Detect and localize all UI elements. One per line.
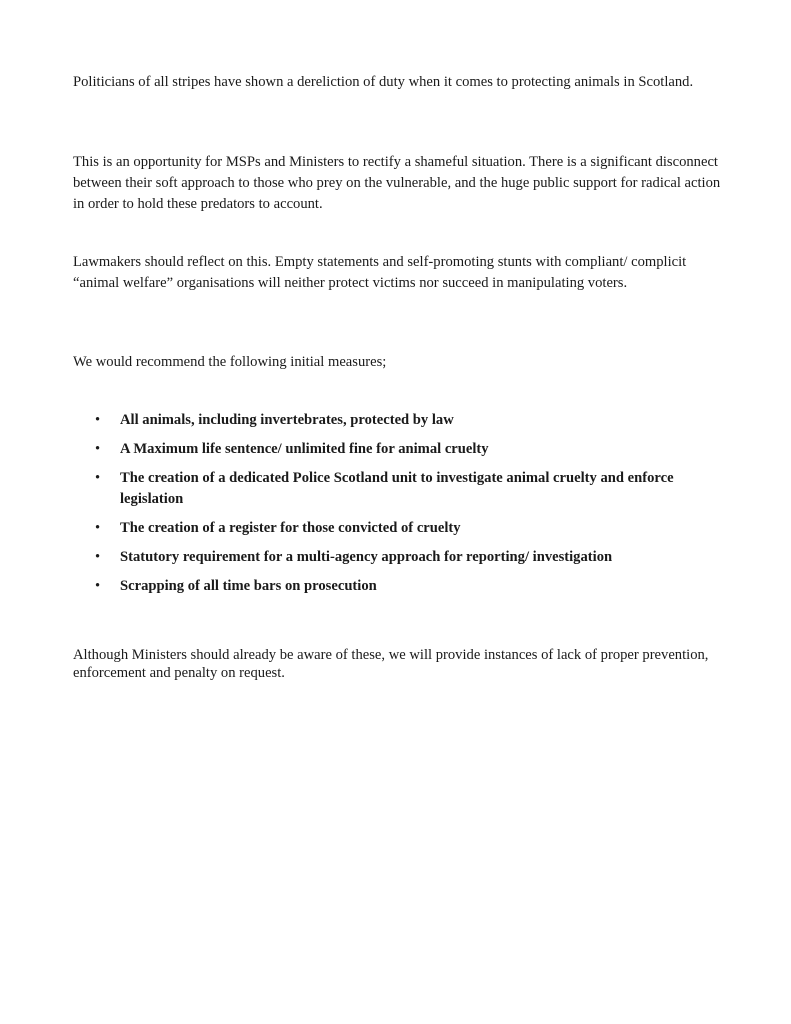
measure-item — [73, 518, 733, 539]
measures-list — [73, 410, 733, 605]
measure-item — [73, 547, 733, 568]
bullet-icon: • — [95, 577, 101, 594]
bullet-icon: • — [95, 470, 101, 486]
measure-item — [73, 439, 733, 460]
paragraph-opportunity: This is an opportunity for MSPs and Ministers to rectify a shameful situation. There is a significant disconnect between their soft approach to those who prey on the vulnerable, and the huge public support for radical action in order to hold these predators to account. — [73, 154, 721, 212]
paragraph-closing: Although Ministers should already be aware of these, we will provide instances of lack of proper prevention, enforcement and penalty on request. — [73, 647, 709, 681]
measure-text: A Maximum life sentence/ unlimited fine for animal cruelty — [120, 441, 489, 457]
bullet-icon: • — [95, 412, 101, 428]
measure-text: The creation of a register for those convicted of cruelty — [120, 519, 461, 536]
bullet-icon: • — [95, 441, 101, 457]
measure-text: Scrapping of all time bars on prosecution — [120, 577, 377, 594]
measure-item — [73, 410, 733, 431]
measure-text: All animals, including invertebrates, protected by law — [120, 412, 454, 428]
measure-item — [73, 576, 733, 597]
paragraph-recommend: We would recommend the following initial measures; — [73, 354, 387, 370]
measure-text: Statutory requirement for a multi-agency approach for reporting/ investigation — [120, 548, 613, 565]
measure-item — [73, 468, 733, 509]
bullet-icon: • — [95, 519, 101, 536]
paragraph-lawmakers: Lawmakers should reflect on this. Empty statements and self-promoting stunts with compliant/ complicit “animal welfare” organisations will neither protect victims nor succeed in manipulating voters. — [73, 254, 687, 291]
paragraph-intro: Politicians of all stripes have shown a dereliction of duty when it comes to protecting animals in Scotland. — [73, 74, 694, 90]
measure-text: The creation of a dedicated Police Scotland unit to investigate animal cruelty and enforce legislation — [120, 470, 674, 507]
bullet-icon: • — [95, 548, 101, 565]
